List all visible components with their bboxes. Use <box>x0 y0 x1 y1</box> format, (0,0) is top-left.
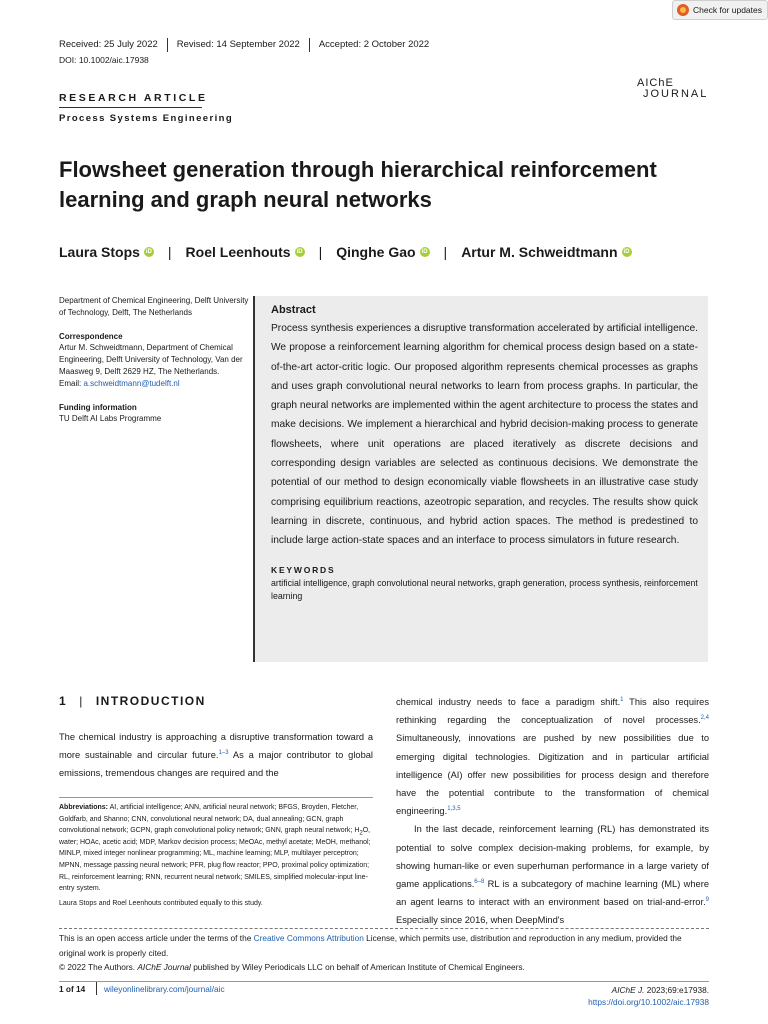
orcid-icon[interactable]: iD <box>296 249 303 255</box>
orcid-icon[interactable]: iD <box>421 249 428 255</box>
divider <box>59 107 202 108</box>
correspondence-heading: Correspondence <box>59 331 123 341</box>
check-for-updates-label: Check for updates <box>693 5 762 15</box>
funding-text: TU Delft AI Labs Programme <box>59 414 162 424</box>
footer-divider <box>59 981 709 982</box>
article-dates <box>59 38 438 52</box>
author[interactable] <box>59 244 154 260</box>
citation-link[interactable]: 1 <box>620 697 624 703</box>
equal-contribution: Laura Stops and Roel Leenhouts contributed equally to this study. <box>59 899 263 907</box>
citation-link[interactable]: 1,3,5 <box>447 806 461 813</box>
email-link[interactable]: a.schweidtmann@tudelft.nl <box>83 378 180 388</box>
license-text: License, which permits use, distribution and reproduction in any medium, provided the original work is properly cited. <box>59 933 682 958</box>
paragraph-text: Simultaneously, innovations are pushed by new possibilities due to emerging digital technologies. Digitization and in particular artificial intelligence (AI) offer new possibilities for process design and therefore have the potential contribute to the transformation of chemical engineering. <box>396 733 709 817</box>
body-text-right <box>396 693 709 930</box>
license-notice <box>59 931 709 975</box>
abbreviations-text: AI, artificial intelligence; ANN, artificial neural network; BFGS, Broyden, Fletcher, Goldfarb, and Shanno; CNN, convolutional neural network; DA, dual annealing; GCN, graph convolutional network; GCPN, graph convolutional policy network; GNN, graph neural network; H <box>59 804 360 835</box>
cc-license-link[interactable]: Creative Commons Attribution <box>253 933 364 943</box>
author[interactable] <box>336 244 429 260</box>
journal-name: AIChE Journal <box>137 962 191 972</box>
body-text-left <box>59 728 373 783</box>
doi: DOI: 10.1002/aic.17938 <box>59 55 149 65</box>
paragraph-text: As a major contributor to global emissions, tremendous changes are required and the <box>59 750 373 779</box>
correspondence-address: Artur M. Schweidtmann, Department of Chemical Engineering, Delft University of Technology, Van der Maasweg 9, Delft 2629 HZ, The Netherlands. <box>59 343 243 376</box>
article-type: RESEARCH ARTICLE <box>59 92 208 104</box>
author-name: Qinghe Gao <box>336 244 416 260</box>
author[interactable] <box>186 244 305 260</box>
section-title: INTRODUCTION <box>95 694 206 708</box>
accepted-date: Accepted: 2 October 2022 <box>309 38 438 52</box>
funding-heading: Funding information <box>59 402 137 412</box>
abstract-heading: Abstract <box>271 304 316 316</box>
author[interactable] <box>461 244 631 260</box>
paragraph-text: In the last decade, reinforcement learning (RL) has demonstrated its potential to solve complex decision-making problems, for example, by showing human-like or even superhuman performance in a large variety of game applications. <box>396 824 709 890</box>
journal-logo-bottom: JOURNAL <box>643 88 709 100</box>
journal-abbrev: AIChE J. <box>611 985 645 995</box>
doi-link[interactable]: https://doi.org/10.1002/aic.17938 <box>588 997 709 1007</box>
subject-area: Process Systems Engineering <box>59 113 234 124</box>
crossmark-icon <box>677 4 689 16</box>
email-label: Email: <box>59 378 84 388</box>
section-number: 1 <box>59 694 68 708</box>
citation-info <box>588 984 709 1008</box>
orcid-icon[interactable]: iD <box>145 249 152 255</box>
abstract-text: Process synthesis experiences a disruptive transformation accelerated by artificial intelligence. We propose a reinforcement learning algorithm for chemical process design based on a state-of-the-art actor-critic logic. Our proposed algorithm represents chemical processes as graphs and uses graph convolutional neural networks to learn from process graphs. In particular, the graph neural networks are implemented within the agent architecture to process the states and make decisions. We implement a hierarchical and hybrid decision-making process to generate flowsheets, where unit operations are placed iteratively as discrete decisions and corresponding design variables are selected as continuous decisions. We demonstrate the potential of our method to design economically viable flowsheets in an illustrative case study comprising equilibrium reactions, azeotropic separation, and recycles. The results show quick learning in discrete, continuous, and hybrid action spaces. The method is predestined to include large action-state spaces and an interface to process simulators in future research. <box>271 323 698 547</box>
citation-link[interactable]: 1–3 <box>218 750 229 757</box>
citation-link[interactable]: 9 <box>705 897 709 904</box>
copyright-text: © 2022 The Authors. <box>59 962 138 972</box>
section-divider: | <box>79 694 84 708</box>
paragraph-text: The chemical industry is approaching a disruptive transformation toward a more sustainable and circular future. <box>59 732 373 761</box>
journal-website-link[interactable]: wileyonlinelibrary.com/journal/aic <box>104 984 225 994</box>
copyright-text: published by Wiley Periodicals LLC on behalf of American Institute of Chemical Engineers. <box>190 962 525 972</box>
author-list <box>59 244 632 260</box>
volume-info: 2023;69:e17938. <box>644 985 709 995</box>
abstract-box <box>253 296 708 662</box>
license-divider <box>59 928 709 929</box>
paragraph-text: This also requires rethinking regarding the conceptualization of novel processes. <box>396 697 709 726</box>
author-name: Roel Leenhouts <box>185 244 291 260</box>
abbreviations-text: O, water; HOAc, acetic acid; MDP, Markov decision process; MeOAc, methyl acetate; MeOH, methanol; MINLP, mixed integer nonlinear programming; ML, machine learning; MLP, multilayer perceptron; MPNN, message passing neural network; PFR, plug flow reactor; PPO, proximal policy optimization; RL, reinforcement learning; RNN, recurrent neural network; SMILES, simplified molecular-input line-entry system. <box>59 827 371 893</box>
author-separator: | <box>318 244 323 260</box>
abbreviations-label: Abbreviations: <box>59 804 109 811</box>
author-separator: | <box>443 244 448 260</box>
citation-link[interactable]: 6–8 <box>474 879 485 886</box>
check-for-updates-button[interactable] <box>672 0 768 20</box>
keywords: artificial intelligence, graph convolutional neural networks, graph generation, process synthesis, reinforcement learning <box>271 577 698 601</box>
orcid-icon[interactable]: iD <box>623 249 630 255</box>
paragraph-text: chemical industry needs to face a paradigm shift. <box>396 697 621 707</box>
journal-logo-top: AIChE <box>637 77 674 89</box>
paragraph-text: RL is a subcategory of machine learning (ML) where an agent learns to interact with an environment based on trial-and-error. <box>396 879 709 908</box>
citation-link[interactable]: 2,4 <box>700 715 709 722</box>
page-number: 1 of 14 <box>59 984 86 994</box>
keywords-heading: KEYWORDS <box>271 564 336 575</box>
footer-separator <box>96 982 97 995</box>
footnote-divider <box>59 797 373 798</box>
subscript: 2 <box>359 830 363 837</box>
author-separator: | <box>167 244 172 260</box>
paragraph-text: Especially since 2016, when DeepMind's <box>396 915 565 926</box>
author-name: Laura Stops <box>59 244 140 260</box>
revised-date: Revised: 14 September 2022 <box>167 38 309 52</box>
journal-logo <box>637 78 708 100</box>
license-text: This is an open access article under the terms of the <box>59 933 254 943</box>
article-title: Flowsheet generation through hierarchical reinforcement learning and graph neural networks <box>59 157 657 212</box>
received-date: Received: 25 July 2022 <box>59 39 158 50</box>
footnotes <box>59 802 373 912</box>
author-name: Artur M. Schweidtmann <box>461 244 618 260</box>
abbreviations <box>59 802 373 895</box>
section-heading <box>59 694 206 708</box>
affiliation: Department of Chemical Engineering, Delft University of Technology, Delft, The Netherlands <box>59 296 249 317</box>
author-info <box>59 295 249 437</box>
